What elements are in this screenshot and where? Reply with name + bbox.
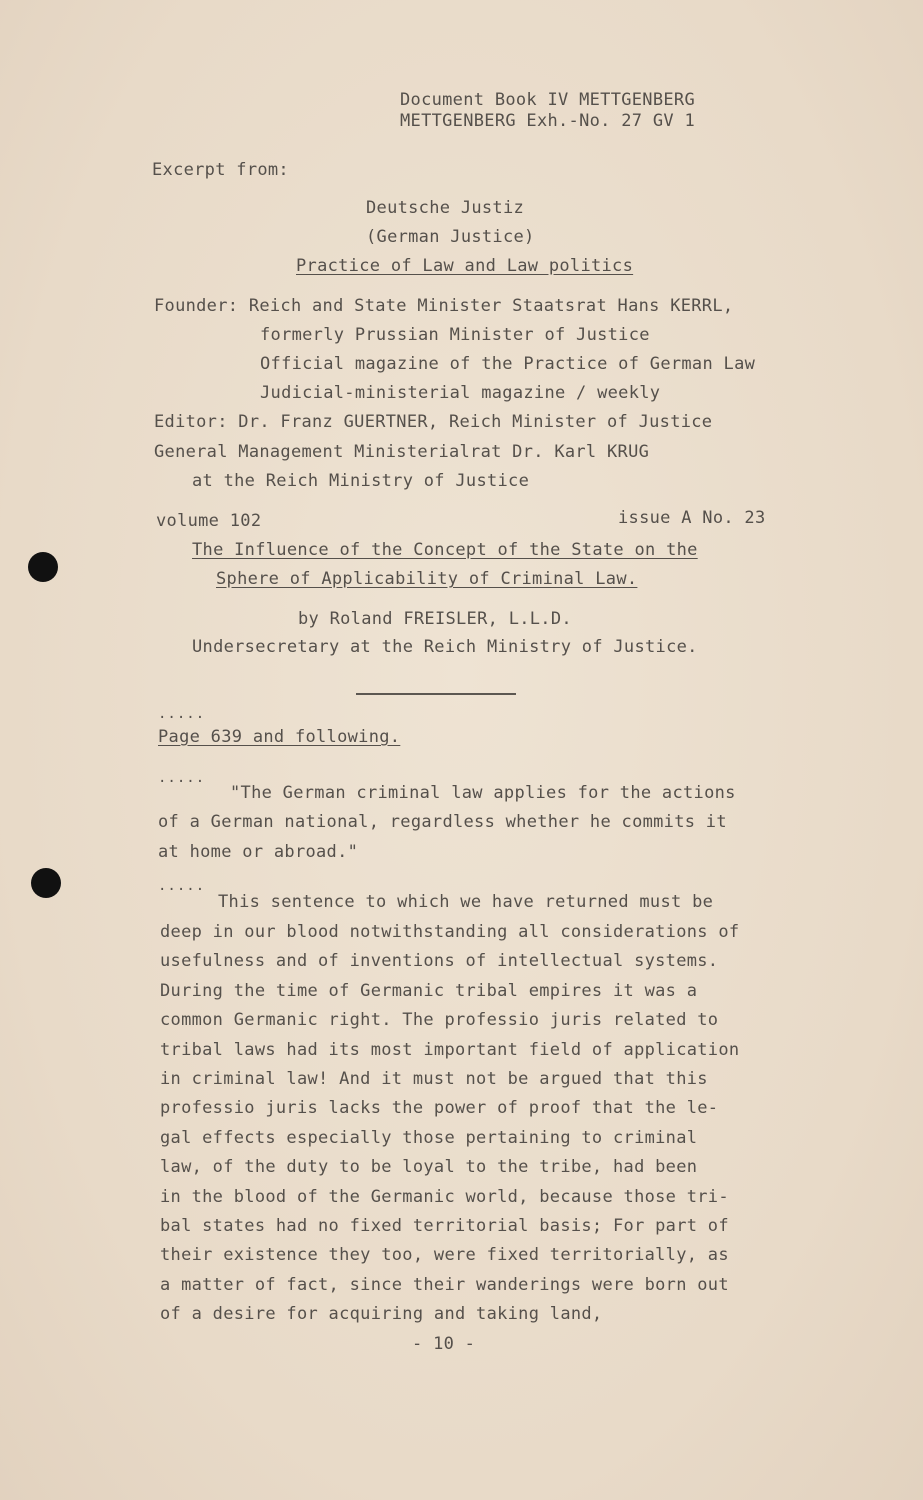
doc-book-line: Document Book IV METTGENBERG xyxy=(400,90,695,110)
quote-line-1: "The German criminal law applies for the actions xyxy=(230,783,736,803)
founder-line-2: formerly Prussian Minister of Justice xyxy=(260,325,650,345)
ellipsis-2: ..... xyxy=(158,770,206,786)
body-line: in criminal law! And it must not be argued that this xyxy=(160,1069,708,1089)
body-line: law, of the duty to be loyal to the tribe, had been xyxy=(160,1157,698,1177)
page-number: - 10 - xyxy=(412,1334,476,1354)
ellipsis-3: ..... xyxy=(158,878,206,894)
issue-label: issue A No. 23 xyxy=(618,508,766,528)
article-title-line-1: The Influence of the Concept of the State on the xyxy=(192,540,698,560)
body-line: This sentence to which we have returned must be xyxy=(218,892,714,912)
body-line: usefulness and of inventions of intellectual systems. xyxy=(160,951,719,971)
exhibit-line: METTGENBERG Exh.-No. 27 GV 1 xyxy=(400,111,695,131)
editor-line-1: Editor: Dr. Franz GUERTNER, Reich Minister of Justice xyxy=(154,412,713,432)
editor-line-2: General Management Ministerialrat Dr. Karl KRUG xyxy=(154,442,650,462)
body-line: deep in our blood notwithstanding all considerations of xyxy=(160,922,740,942)
publication-title: Deutsche Justiz xyxy=(366,198,525,218)
article-byline-title: Undersecretary at the Reich Ministry of Justice. xyxy=(192,637,698,657)
body-line: of a desire for acquiring and taking land, xyxy=(160,1304,603,1324)
publication-title-en: (German Justice) xyxy=(366,227,535,247)
quote-line-2: of a German national, regardless whether he commits it xyxy=(158,812,727,832)
body-line: a matter of fact, since their wanderings were born out xyxy=(160,1275,729,1295)
punch-hole-bottom xyxy=(31,868,61,898)
editor-line-3: at the Reich Ministry of Justice xyxy=(192,471,530,491)
body-line: common Germanic right. The professio juris related to xyxy=(160,1010,719,1030)
body-line: gal effects especially those pertaining to criminal xyxy=(160,1128,698,1148)
volume-label: volume 102 xyxy=(156,511,262,531)
founder-line-1: Founder: Reich and State Minister Staatsrat Hans KERRL, xyxy=(154,296,734,316)
article-title-line-2: Sphere of Applicability of Criminal Law. xyxy=(216,569,638,589)
quote-line-3: at home or abroad." xyxy=(158,842,359,862)
body-line: professio juris lacks the power of proof that the le- xyxy=(160,1098,719,1118)
ellipsis-1: ..... xyxy=(158,706,206,722)
body-line: bal states had no fixed territorial basis; For part of xyxy=(160,1216,729,1236)
body-line: tribal laws had its most important field of application xyxy=(160,1040,740,1060)
body-line: in the blood of the Germanic world, because those tri- xyxy=(160,1187,729,1207)
publication-subtitle: Practice of Law and Law politics xyxy=(296,256,634,276)
page-reference: Page 639 and following. xyxy=(158,727,401,747)
founder-line-4: Judicial-ministerial magazine / weekly xyxy=(260,383,661,403)
excerpt-label: Excerpt from: xyxy=(152,160,289,180)
founder-line-3: Official magazine of the Practice of German Law xyxy=(260,354,756,374)
body-line: During the time of Germanic tribal empires it was a xyxy=(160,981,698,1001)
article-byline: by Roland FREISLER, L.L.D. xyxy=(298,609,572,629)
section-divider xyxy=(356,693,516,695)
punch-hole-top xyxy=(28,552,58,582)
body-line: their existence they too, were fixed territorially, as xyxy=(160,1245,729,1265)
